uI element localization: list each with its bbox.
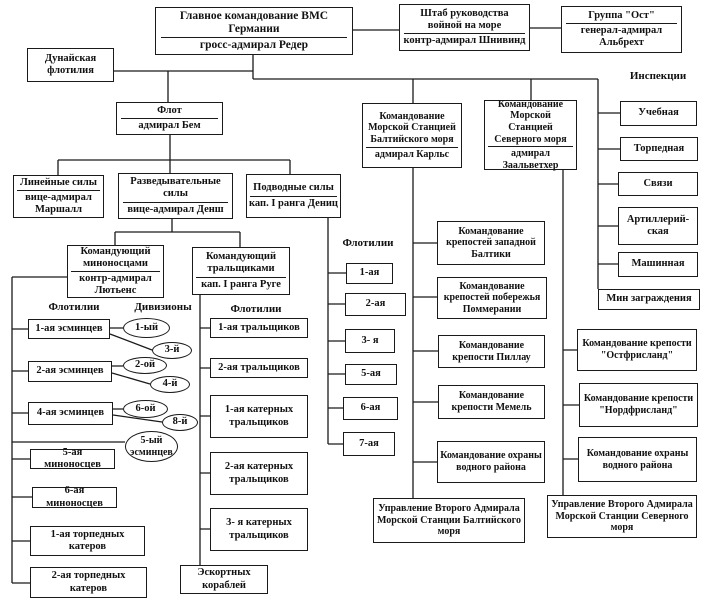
node-second-admiral-north (547, 495, 697, 538)
node-boat-trawl-1 (210, 395, 308, 438)
node-title: Командование охраны водного района (440, 450, 542, 473)
label-inspections: Инспекции (629, 70, 687, 82)
node-trawl-flot-2 (210, 358, 308, 378)
node-mino-flot-6 (32, 487, 117, 508)
node-mino-flot-5 (30, 446, 115, 470)
node-recon-forces (118, 173, 233, 219)
node-boat-trawl-2 (210, 452, 308, 495)
node-insp-mine-barrage (598, 289, 700, 310)
node-dest-flot-2 (28, 361, 112, 382)
node-div-6 (123, 400, 168, 418)
node-title: 3-й (164, 344, 180, 356)
node-title: 4-ая эсминцев (36, 407, 105, 419)
node-title: Управление Второго Адмирала Морской Станции Балтийского моря (377, 503, 521, 538)
node-subtitle: кап. I ранга Руге (201, 278, 281, 290)
node-title: Артиллерий-ская (626, 213, 690, 237)
node-fort-west-baltic (437, 221, 545, 265)
node-title: 1-ая тральщиков (218, 321, 300, 333)
node-title: 1-ая катерных тральщиков (224, 404, 294, 428)
node-dest-flot-4 (28, 402, 113, 425)
node-escort-ships (180, 565, 268, 594)
node-minesweeper-commander (192, 247, 290, 295)
node-main-command (155, 7, 353, 55)
node-title: 5-ая миноносцев (44, 446, 101, 470)
node-sub-flot-6 (343, 397, 398, 420)
node-title: 2-ая торпедных катеров (51, 570, 126, 594)
node-title: 7-ая (359, 437, 379, 449)
node-title: Командующий миноносцами (71, 246, 159, 272)
node-div-3 (152, 342, 192, 359)
node-title: 6-ой (135, 402, 156, 414)
node-subtitle: адмирал Заальветхер (502, 148, 559, 171)
node-group-ost (561, 6, 682, 53)
node-water-district-north (578, 437, 697, 482)
node-sub-flot-7 (343, 432, 395, 456)
node-title: 1-ый (135, 321, 158, 333)
node-subtitle: адмирал Бем (138, 120, 201, 131)
node-insp-comms (618, 172, 698, 196)
node-subtitle: адмирал Карльс (374, 148, 450, 160)
node-torp-flot-1 (30, 526, 145, 556)
node-title: Мин заграждения (606, 293, 692, 305)
node-second-admiral-baltic (373, 498, 525, 543)
node-title: 4-й (162, 378, 178, 390)
node-title: Флот (121, 105, 219, 119)
node-title: 1-ая торпедных катеров (50, 528, 125, 552)
node-title: Учебная (638, 107, 679, 119)
node-title: Командование крепости Пиллау (452, 339, 531, 363)
node-insp-torpedo (620, 137, 698, 161)
node-title: 2-ой (134, 359, 156, 371)
node-title: 5-ый эсминцев (130, 434, 173, 458)
node-title: Командование крепостей побережья Поммерании (443, 280, 541, 315)
node-title: Торпедная (633, 142, 685, 154)
node-insp-engine (618, 252, 698, 277)
node-subtitle: кап. I ранга Дениц (249, 197, 338, 209)
label-divisions: Дивизионы (134, 301, 192, 313)
node-fort-ostfriesland (577, 329, 697, 371)
node-title: Командование Морской Станцией Северного моря (488, 99, 572, 147)
node-title: Управление Второго Адмирала Морской Станции Северного моря (551, 499, 693, 534)
label-flotillas-center: Флотилии (342, 237, 394, 249)
node-subtitle: генерал-адмирал Альбрехт (580, 24, 663, 49)
node-fort-pomerania (437, 277, 547, 319)
node-title: Командование крепостей западной Балтики (446, 225, 536, 260)
node-title: Командование крепости Мемель (451, 390, 532, 413)
node-fort-memel (438, 385, 545, 419)
node-fort-pillau (438, 335, 545, 368)
label-flotillas-mid: Флотилии (230, 303, 282, 315)
node-water-district-baltic (437, 441, 545, 483)
node-sub-flot-3 (345, 329, 395, 353)
node-title: Связи (643, 177, 673, 189)
node-title: Штаб руководства войной на море (404, 8, 525, 34)
node-sub-flot-1 (346, 263, 393, 284)
node-title: 2-ая эсминцев (36, 365, 104, 377)
node-title: Дунайская флотилия (44, 52, 97, 76)
node-fleet (116, 102, 223, 135)
node-title: Командование крепости "Остфрисланд" (582, 338, 692, 361)
node-div-1 (123, 318, 170, 338)
node-danube-flotilla (27, 48, 114, 82)
node-subtitle: гросс-адмирал Редер (199, 39, 309, 52)
node-div-2 (123, 357, 167, 374)
node-title: 8-й (172, 416, 188, 428)
node-title: 5-ая (361, 368, 381, 380)
node-title: Эскортных кораблей (197, 567, 251, 591)
node-title: 3- я катерных тральщиков (226, 517, 292, 541)
node-title: Командующий тральщиками (196, 251, 285, 277)
node-title: 1-ая эсминцев (35, 322, 103, 334)
node-trawl-flot-1 (210, 318, 308, 338)
node-war-staff (399, 4, 530, 51)
node-div-4 (150, 376, 190, 393)
node-fort-nordfriesland (579, 383, 698, 427)
node-title: 6-ая (360, 402, 381, 414)
node-title: Командование крепости "Нордфрисланд" (583, 393, 694, 416)
node-title: Машинная (631, 258, 685, 270)
node-title: Линейные силы (17, 177, 99, 191)
node-title: Командование Морской Станцией Балтийского моря (366, 111, 457, 148)
node-title: Главное командование ВМС Германии (161, 10, 347, 39)
node-title: 2-ая катерных тральщиков (224, 461, 294, 485)
node-subtitle: контр-адмирал Лютьенс (79, 273, 152, 297)
node-station-north (484, 100, 577, 170)
node-torp-flot-2 (30, 567, 147, 598)
node-sub-flot-5 (345, 364, 397, 385)
node-insp-training (620, 101, 697, 126)
node-title: 2-ая (365, 298, 386, 310)
node-subtitle: вице-адмирал Денш (127, 203, 224, 215)
node-title: Подводные силы (250, 182, 336, 196)
label-flotillas-left: Флотилии (48, 301, 100, 313)
node-insp-artillery (618, 207, 698, 245)
node-div-5-dest (125, 431, 178, 462)
node-title: 2-ая тральщиков (218, 361, 300, 373)
node-destroyer-commander (67, 245, 164, 298)
node-title: 6-ая миноносцев (46, 485, 103, 509)
node-boat-trawl-3 (210, 508, 308, 551)
node-subtitle: контр-адмирал Шнивинд (403, 35, 526, 47)
node-title: Разведывательные силы (123, 176, 229, 202)
node-div-8 (162, 414, 198, 431)
node-title: Командование охраны водного района (586, 447, 689, 471)
node-dest-flot-1 (28, 319, 110, 339)
node-sub-flot-2 (345, 293, 406, 316)
node-title: 1-ая (359, 267, 380, 279)
node-title: Группа "Ост" (566, 10, 678, 24)
node-title: 3- я (361, 334, 379, 346)
node-linear-forces (13, 175, 104, 218)
node-submarine-forces (246, 174, 341, 218)
node-station-baltic (362, 103, 462, 168)
node-subtitle: вице-адмирал Маршалл (25, 191, 92, 216)
